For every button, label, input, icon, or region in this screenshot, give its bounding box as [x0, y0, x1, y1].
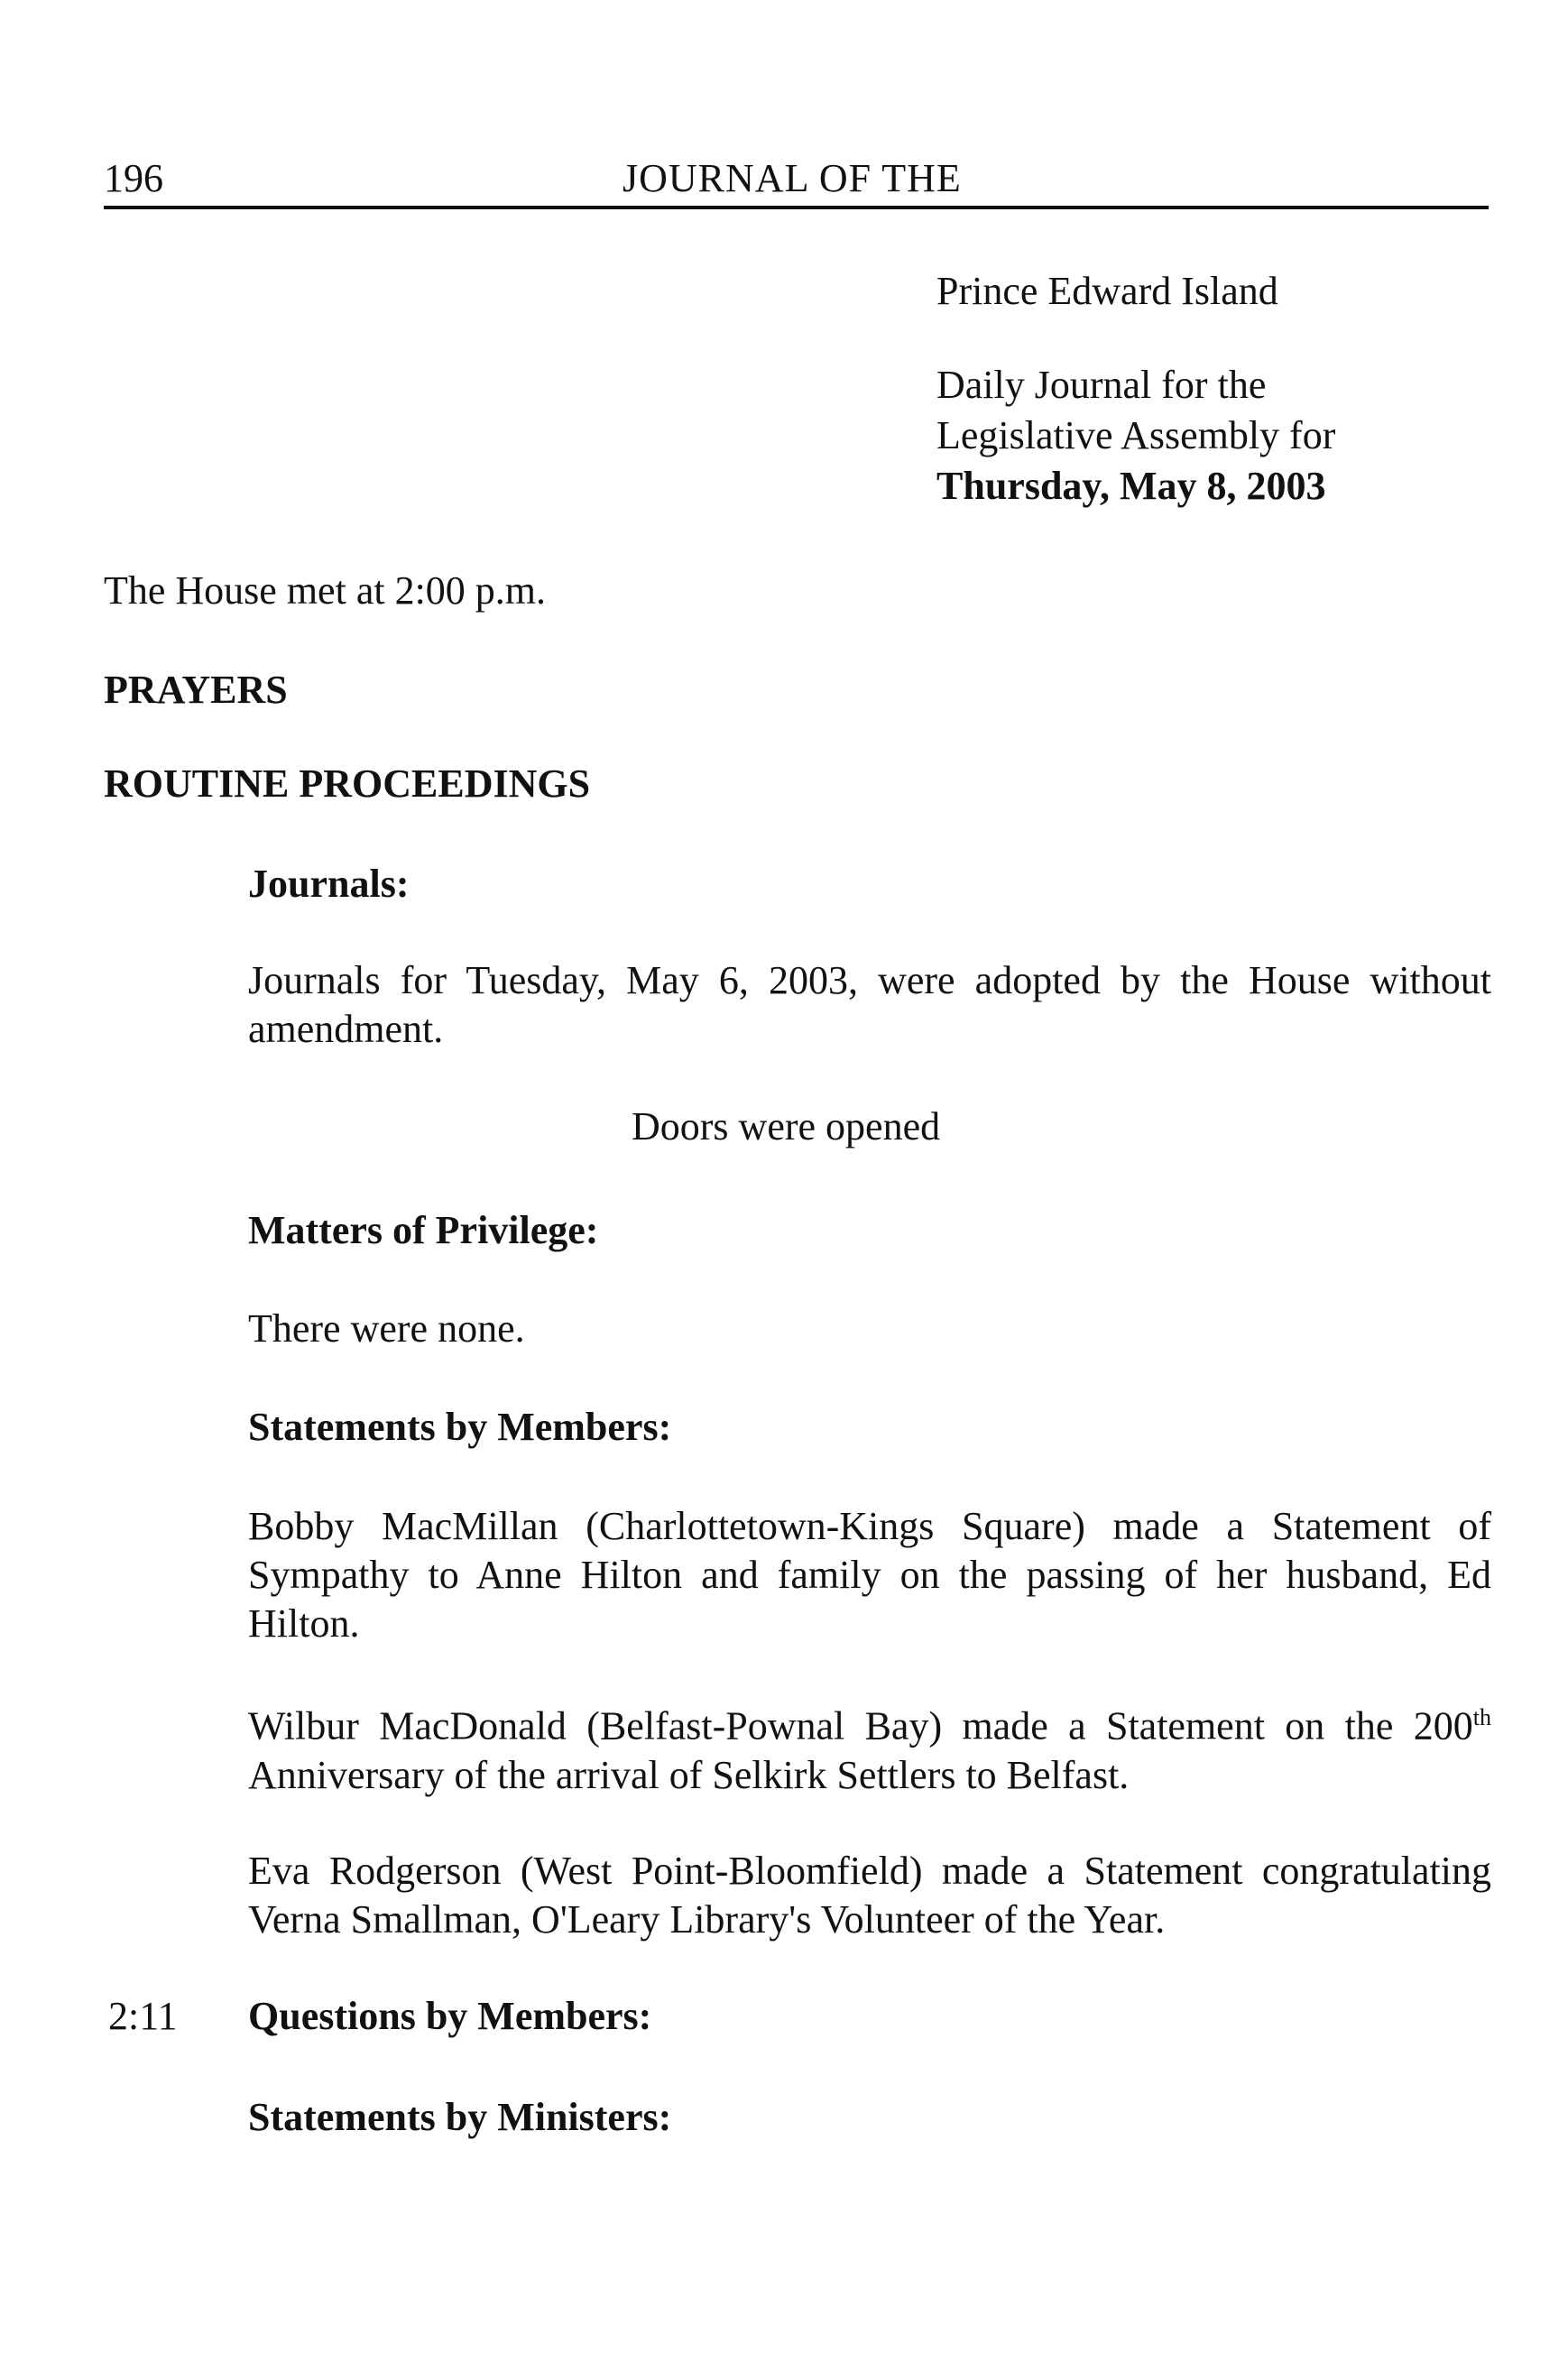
prayers-heading: PRAYERS [104, 668, 288, 712]
house-met-line: The House met at 2:00 p.m. [104, 568, 547, 613]
statement-text: Eva Rodgerson (West Point-Bloomfield) made a Statement congratulating Verna Smallman, O'Leary Library's Volunteer of the Year. [248, 1849, 1491, 1942]
masthead [936, 266, 1335, 512]
header-rule [104, 206, 1489, 209]
masthead-province: Prince Edward Island [936, 269, 1278, 313]
running-title: JOURNAL OF THE [623, 156, 962, 200]
time-marker: 2:11 [108, 1994, 178, 2038]
statement-text-part: Wilbur MacDonald (Belfast-Pownal Bay) made a Statement on the 200 [248, 1703, 1473, 1748]
statement-text-part: Anniversary of the arrival of Selkirk Settlers to Belfast. [248, 1752, 1130, 1797]
statement-text [248, 1693, 1491, 1800]
statement-item [248, 1502, 1491, 1648]
questions-heading: Questions by Members: [248, 1994, 652, 2038]
statements-ministers-heading: Statements by Ministers: [248, 2095, 672, 2139]
routine-proceedings-heading: ROUTINE PROCEEDINGS [104, 761, 591, 806]
statements-members-heading: Statements by Members: [248, 1405, 672, 1449]
privilege-heading: Matters of Privilege: [248, 1208, 599, 1252]
statement-item [248, 1847, 1491, 1944]
statement-text: Bobby MacMillan (Charlottetown-Kings Square) made a Statement of Sympathy to Anne Hilton and family on the passing of her husband, Ed Hilton. [248, 1504, 1491, 1646]
ordinal-suffix: th [1472, 1704, 1491, 1730]
masthead-line-2: Legislative Assembly for [936, 413, 1336, 457]
journals-text [248, 956, 1491, 1054]
privilege-text: There were none. [248, 1306, 525, 1351]
doors-opened-line: Doors were opened [632, 1104, 941, 1148]
masthead-line-1: Daily Journal for the [936, 363, 1267, 407]
masthead-date: Thursday, May 8, 2003 [936, 464, 1326, 508]
statement-item [248, 1693, 1491, 1800]
journals-heading: Journals: [248, 862, 410, 906]
journals-paragraph: Journals for Tuesday, May 6, 2003, were adopted by the House without amendment. [248, 958, 1491, 1051]
page-number: 196 [104, 156, 163, 200]
